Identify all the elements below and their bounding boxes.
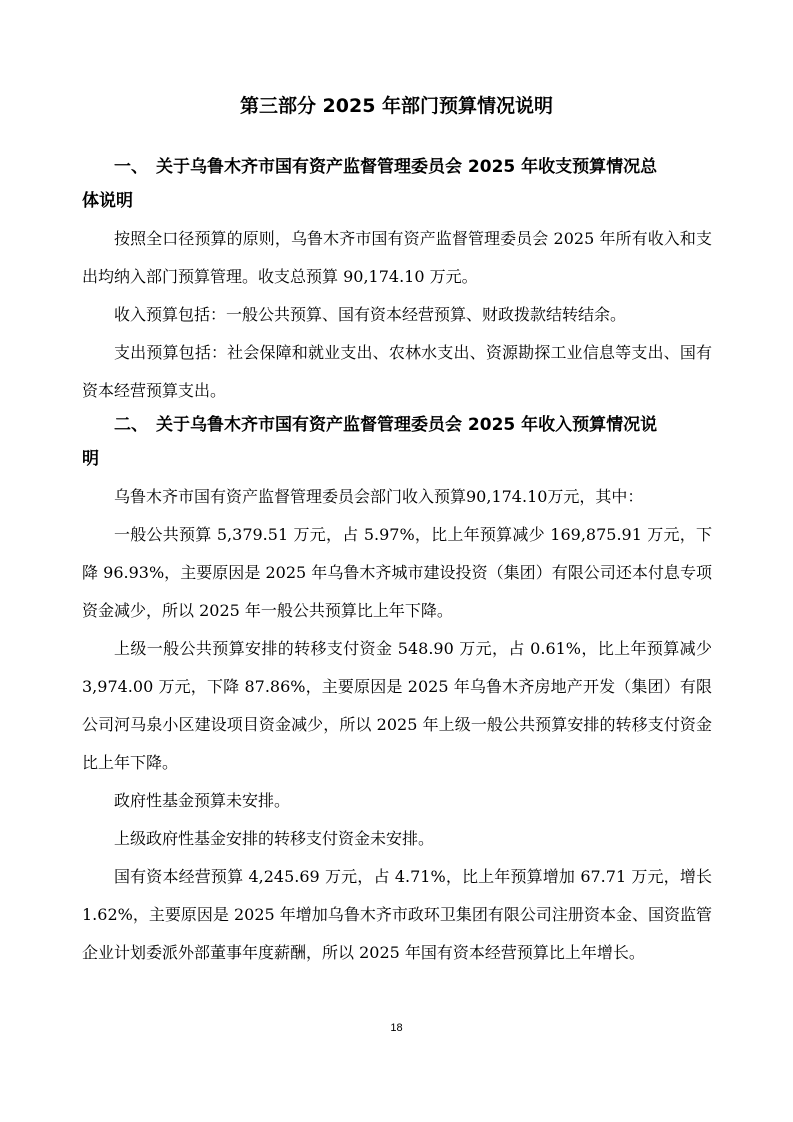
page-number: 18 bbox=[390, 1022, 403, 1034]
section-2-heading-text: 关于乌鲁木齐市国有资产监督管理委员会 2025 年收入预算情况说 bbox=[156, 415, 658, 435]
page-title: 第三部分 2025 年部门预算情况说明 bbox=[239, 95, 554, 117]
section-2-paragraph-4: 政府性基金预算未安排。 bbox=[114, 791, 291, 810]
section-1-heading bbox=[82, 150, 714, 218]
section-2-paragraph-1: 乌鲁木齐市国有资产监督管理委员会部门收入预算90,174.10万元，其中： bbox=[114, 487, 644, 506]
section-2-paragraph-2: 一般公共预算 5,379.51 万元，占 5.97%，比上年预算减少 169,875.91 万元，下降 96.93%，主要原因是 2025 年乌鲁木齐城市建设投资（集团）有限公司还本付息专项资金减少，所以 2025 年一般公共预算比上年下降。 bbox=[82, 525, 712, 620]
section-1-paragraph-1: 按照全口径预算的原则，乌鲁木齐市国有资产监督管理委员会 2025 年所有收入和支出均纳入部门预算管理。收支总预算 90,174.10 万元。 bbox=[82, 229, 712, 286]
section-2-heading-line-2: 明 bbox=[82, 449, 99, 469]
section-1-number: 一、 bbox=[114, 157, 148, 177]
section-1-paragraph-2: 收入预算包括：一般公共预算、国有资本经营预算、财政拨款结转结余。 bbox=[114, 305, 627, 324]
section-2-number: 二、 bbox=[114, 415, 148, 435]
section-1-heading-line-2: 体说明 bbox=[82, 191, 133, 211]
section-1-paragraph-3: 支出预算包括：社会保障和就业支出、农林水支出、资源勘探工业信息等支出、国有资本经营预算支出。 bbox=[82, 343, 712, 400]
section-2-paragraph-5: 上级政府性基金安排的转移支付资金未安排。 bbox=[114, 829, 435, 848]
section-1-heading-line-1 bbox=[114, 150, 714, 184]
section-2-paragraph-6: 国有资本经营预算 4,245.69 万元，占 4.71%，比上年预算增加 67.71 万元，增长 1.62%，主要原因是 2025 年增加乌鲁木齐市政环卫集团有限公司注册资本金、国资监管企业计划委派外部董事年度薪酬，所以 2025 年国有资本经营预算比上年增长。 bbox=[82, 867, 712, 962]
section-1-heading-text: 关于乌鲁木齐市国有资产监督管理委员会 2025 年收支预算情况总 bbox=[156, 157, 658, 177]
section-2-paragraph-3: 上级一般公共预算安排的转移支付资金 548.90 万元，占 0.61%，比上年预算减少 3,974.00 万元，下降 87.86%，主要原因是 2025 年乌鲁木齐房地产开发（集团）有限公司河马泉小区建设项目资金减少，所以 2025 年上级一般公共预算安排的转移支付资金比上年下降。 bbox=[82, 639, 712, 772]
section-2-heading-line-1 bbox=[114, 408, 714, 442]
section-2-heading bbox=[82, 408, 714, 476]
